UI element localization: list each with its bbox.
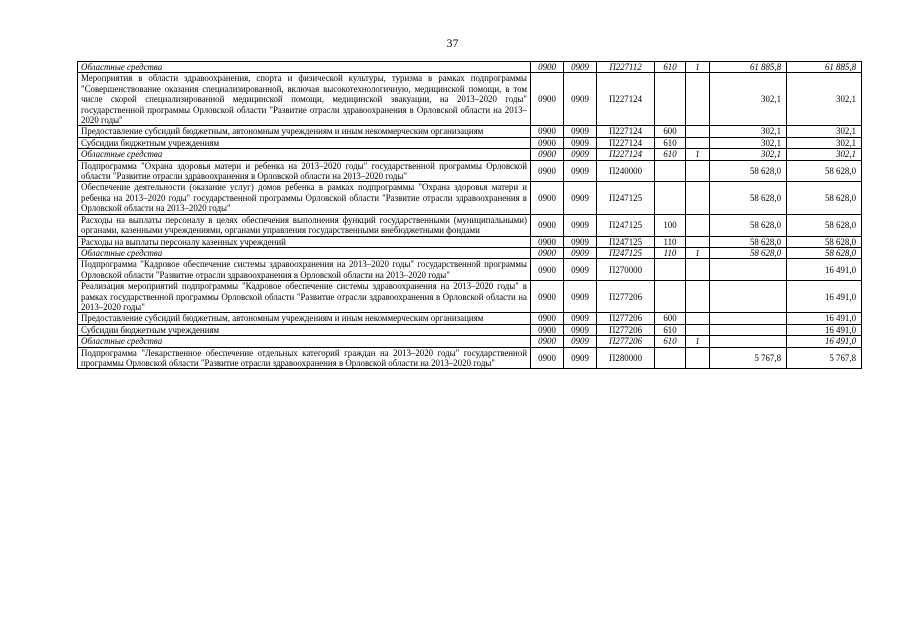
amount-2: 61 885,8 (787, 62, 862, 73)
amount-2: 16 491,0 (787, 324, 862, 335)
row-description: Областные средства (78, 336, 531, 347)
amount-1: 58 628,0 (710, 160, 787, 182)
target-article-code: П227124 (597, 126, 655, 137)
expense-type-code: 600 (655, 126, 686, 137)
section-code: 0900 (531, 236, 564, 247)
amount-1 (710, 313, 787, 324)
row-description: Субсидии бюджетным учреждениям (78, 137, 531, 148)
expense-type-code: 610 (655, 62, 686, 73)
amount-2: 16 491,0 (787, 336, 862, 347)
section-code: 0900 (531, 149, 564, 160)
expense-type-code: 100 (655, 214, 686, 236)
funding-source-code: 1 (686, 247, 710, 258)
target-article-code: П277206 (597, 313, 655, 324)
row-description: Подпрограмма "Лекарственное обеспечение отдельных категорий граждан на 2013–2020 годы" государственной программы Орловской области "Развитие отрасли здравоохранения в Орловской области на 2013–2020 годы" (78, 347, 531, 369)
target-article-code: П270000 (597, 259, 655, 281)
amount-2: 16 491,0 (787, 281, 862, 313)
amount-2: 302,1 (787, 126, 862, 137)
row-description: Предоставление субсидий бюджетным, автономным учреждениям и иным некоммерческим организациям (78, 313, 531, 324)
funding-source-code: 1 (686, 149, 710, 160)
target-article-code: П227124 (597, 149, 655, 160)
expense-type-code: 600 (655, 313, 686, 324)
amount-1: 302,1 (710, 73, 787, 126)
expense-type-code: 110 (655, 247, 686, 258)
expense-type-code (655, 281, 686, 313)
table-row (78, 62, 862, 73)
target-article-code: П277206 (597, 324, 655, 335)
section-code: 0900 (531, 259, 564, 281)
amount-1 (710, 336, 787, 347)
section-code: 0900 (531, 313, 564, 324)
table-row (78, 236, 862, 247)
amount-1 (710, 259, 787, 281)
subsection-code: 0909 (564, 347, 597, 369)
budget-table-body (78, 62, 862, 369)
funding-source-code: 1 (686, 336, 710, 347)
funding-source-code (686, 214, 710, 236)
amount-1: 61 885,8 (710, 62, 787, 73)
table-row (78, 149, 862, 160)
target-article-code: П227124 (597, 73, 655, 126)
amount-2: 58 628,0 (787, 182, 862, 214)
subsection-code: 0909 (564, 73, 597, 126)
expense-type-code: 610 (655, 137, 686, 148)
expense-type-code (655, 160, 686, 182)
section-code: 0900 (531, 324, 564, 335)
table-row (78, 259, 862, 281)
row-description: Предоставление субсидий бюджетным, автономным учреждениям и иным некоммерческим организациям (78, 126, 531, 137)
funding-source-code (686, 259, 710, 281)
amount-2: 16 491,0 (787, 313, 862, 324)
subsection-code: 0909 (564, 324, 597, 335)
table-row (78, 313, 862, 324)
section-code: 0900 (531, 182, 564, 214)
amount-1 (710, 324, 787, 335)
row-description: Областные средства (78, 62, 531, 73)
target-article-code: П240000 (597, 160, 655, 182)
funding-source-code (686, 281, 710, 313)
amount-1: 58 628,0 (710, 182, 787, 214)
amount-2: 58 628,0 (787, 160, 862, 182)
expense-type-code (655, 182, 686, 214)
row-description: Расходы на выплаты персоналу казенных учреждений (78, 236, 531, 247)
section-code: 0900 (531, 160, 564, 182)
funding-source-code (686, 182, 710, 214)
table-row (78, 137, 862, 148)
section-code: 0900 (531, 214, 564, 236)
target-article-code: П227112 (597, 62, 655, 73)
table-row (78, 126, 862, 137)
expense-type-code: 610 (655, 324, 686, 335)
funding-source-code (686, 137, 710, 148)
section-code: 0900 (531, 281, 564, 313)
row-description: Обеспечение деятельности (оказание услуг) домов ребенка в рамках подпрограммы "Охрана здоровья матери и ребенка на 2013–2020 годы" государственной программы Орловской области "Развитие отрасли здравоохранения в Орловской области на 2013–2020 годы" (78, 182, 531, 214)
amount-1: 302,1 (710, 126, 787, 137)
table-row (78, 347, 862, 369)
section-code: 0900 (531, 336, 564, 347)
budget-table (77, 61, 862, 369)
table-row (78, 336, 862, 347)
expense-type-code (655, 347, 686, 369)
funding-source-code (686, 236, 710, 247)
expense-type-code: 610 (655, 336, 686, 347)
amount-2: 302,1 (787, 137, 862, 148)
section-code: 0900 (531, 62, 564, 73)
subsection-code: 0909 (564, 62, 597, 73)
subsection-code: 0909 (564, 247, 597, 258)
subsection-code: 0909 (564, 336, 597, 347)
amount-1 (710, 281, 787, 313)
expense-type-code (655, 259, 686, 281)
table-row (78, 214, 862, 236)
subsection-code: 0909 (564, 281, 597, 313)
target-article-code: П227124 (597, 137, 655, 148)
funding-source-code (686, 347, 710, 369)
amount-1: 58 628,0 (710, 236, 787, 247)
table-row (78, 73, 862, 126)
target-article-code: П247125 (597, 236, 655, 247)
funding-source-code (686, 73, 710, 126)
amount-2: 302,1 (787, 149, 862, 160)
funding-source-code (686, 126, 710, 137)
row-description: Расходы на выплаты персоналу в целях обеспечения выполнения функций государственными (муниципальными) органами, казенными учреждениями, органами управления государственными внебюджетными фондами (78, 214, 531, 236)
subsection-code: 0909 (564, 149, 597, 160)
amount-1: 5 767,8 (710, 347, 787, 369)
section-code: 0900 (531, 247, 564, 258)
amount-2: 58 628,0 (787, 236, 862, 247)
funding-source-code: 1 (686, 62, 710, 73)
expense-type-code: 610 (655, 149, 686, 160)
amount-1: 58 628,0 (710, 247, 787, 258)
amount-2: 5 767,8 (787, 347, 862, 369)
amount-2: 58 628,0 (787, 214, 862, 236)
amount-2: 58 628,0 (787, 247, 862, 258)
section-code: 0900 (531, 347, 564, 369)
target-article-code: П277206 (597, 336, 655, 347)
funding-source-code (686, 313, 710, 324)
subsection-code: 0909 (564, 259, 597, 281)
funding-source-code (686, 324, 710, 335)
page-number: 37 (446, 36, 459, 50)
subsection-code: 0909 (564, 236, 597, 247)
section-code: 0900 (531, 126, 564, 137)
target-article-code: П247125 (597, 182, 655, 214)
amount-1: 58 628,0 (710, 214, 787, 236)
row-description: Реализация мероприятий подпрограммы "Кадровое обеспечение системы здравоохранения на 2013–2020 годы" в рамках государственной программы Орловской области "Развитие отрасли здравоохранения в Орловской области на 2013–2020 годы" (78, 281, 531, 313)
expense-type-code: 110 (655, 236, 686, 247)
subsection-code: 0909 (564, 214, 597, 236)
row-description: Субсидии бюджетным учреждениям (78, 324, 531, 335)
row-description: Областные средства (78, 149, 531, 160)
subsection-code: 0909 (564, 313, 597, 324)
subsection-code: 0909 (564, 160, 597, 182)
subsection-code: 0909 (564, 182, 597, 214)
target-article-code: П247125 (597, 247, 655, 258)
target-article-code: П277206 (597, 281, 655, 313)
amount-2: 302,1 (787, 73, 862, 126)
table-row (78, 247, 862, 258)
table-row (78, 281, 862, 313)
amount-1: 302,1 (710, 149, 787, 160)
amount-2: 16 491,0 (787, 259, 862, 281)
expense-type-code (655, 73, 686, 126)
row-description: Подпрограмма "Кадровое обеспечение системы здравоохранения на 2013–2020 годы" государственной программы Орловской области "Развитие отрасли здравоохранения в Орловской области на 2013–2020 годы" (78, 259, 531, 281)
table-row (78, 324, 862, 335)
row-description: Подпрограмма "Охрана здоровья матери и ребенка на 2013–2020 годы" государственной программы Орловской области "Развитие отрасли здравоохранения в Орловской области на 2013–2020 годы" (78, 160, 531, 182)
target-article-code: П280000 (597, 347, 655, 369)
row-description: Мероприятия в области здравоохранения, спорта и физической культуры, туризма в рамках подпрограммы "Совершенствование оказания специализированной, включая высокотехнологичную, медицинской помощи, в том числе скорой специализированной медицинской помощи, медицинской эвакуации, на 2013–2020 годы" государственной программы Орловской области "Развитие отрасли здравоохранения в Орловской области на 2013–2020 годы" (78, 73, 531, 126)
table-row (78, 182, 862, 214)
amount-1: 302,1 (710, 137, 787, 148)
funding-source-code (686, 160, 710, 182)
section-code: 0900 (531, 73, 564, 126)
section-code: 0900 (531, 137, 564, 148)
subsection-code: 0909 (564, 137, 597, 148)
table-row (78, 160, 862, 182)
subsection-code: 0909 (564, 126, 597, 137)
row-description: Областные средства (78, 247, 531, 258)
target-article-code: П247125 (597, 214, 655, 236)
